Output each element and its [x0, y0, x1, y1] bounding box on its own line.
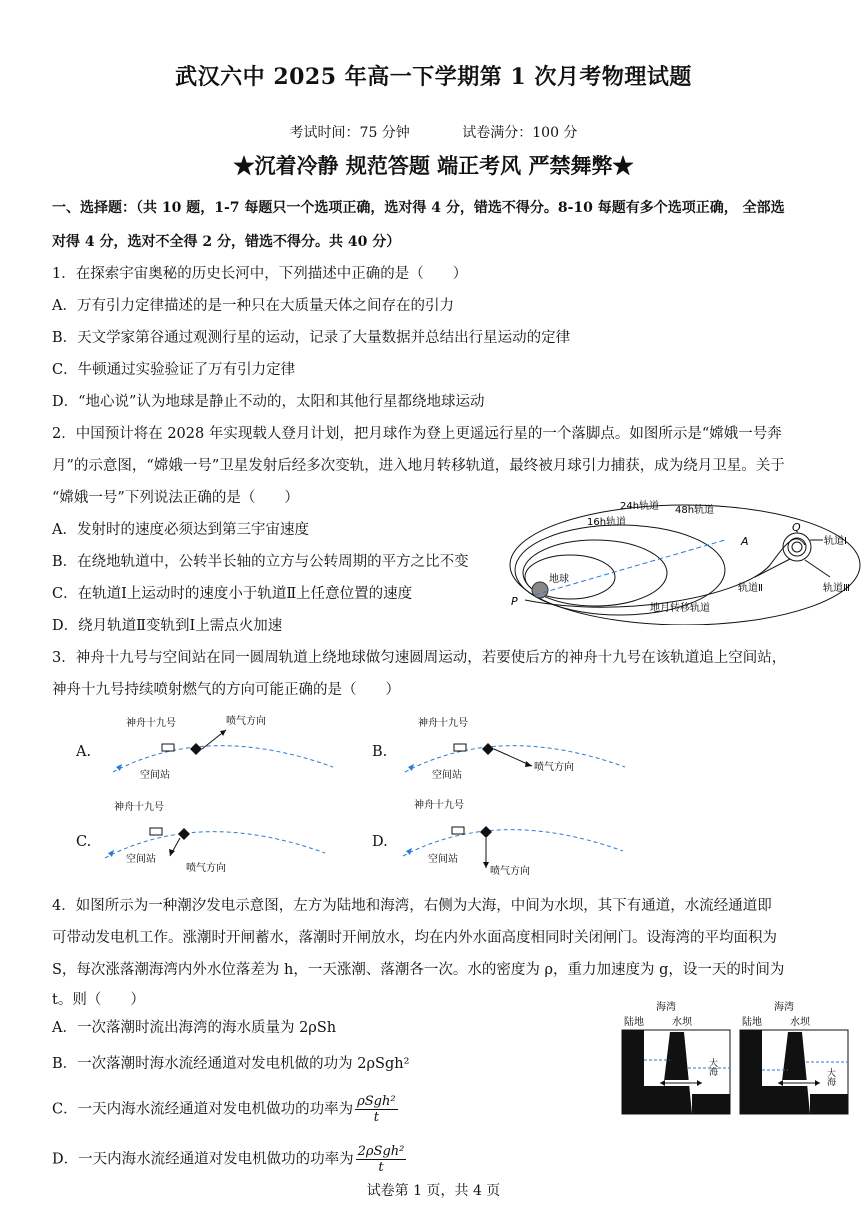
earth-icon	[532, 582, 548, 598]
station-label: 空间站	[432, 770, 462, 781]
q3-option-b-label: B.	[372, 744, 388, 760]
label-orbit-1: 轨道Ⅰ	[824, 536, 847, 547]
dam-label: 水坝	[790, 1017, 810, 1028]
exam-score: 试卷满分：100 分	[462, 125, 578, 141]
label-a: A	[741, 535, 749, 548]
exam-meta	[0, 122, 867, 142]
q4-tidal-figure	[620, 998, 850, 1118]
label-48h: 48h轨道	[675, 505, 715, 516]
jet-arrowhead-icon	[220, 730, 226, 736]
q4-stem-line1: 4．如图所示为一种潮汐发电示意图，左方为陆地和海湾，右侧为大海，中间为水坝，其下有通道，水流经通道即	[52, 898, 772, 914]
ship-label: 神舟十九号	[114, 802, 164, 813]
q4-stem-line3: S，每次涨落潮海湾内外水位落差为 h，一天涨潮、落潮各一次。水的密度为 ρ，重力加速度为 g，设一天的时间为	[52, 962, 785, 978]
q3-option-c-figure	[100, 798, 330, 878]
exam-slogan: ★沉着冷静 规范答题 端正考风 严禁舞弊★	[233, 153, 634, 178]
q1-option-d: D．“地心说”认为地球是静止不动的，太阳和其他行星都绕地球运动	[52, 394, 485, 410]
station-label: 空间站	[428, 854, 458, 865]
q2-option-b: B．在绕地轨道中，公转半长轴的立方与公转周期的平方之比不变	[52, 554, 469, 570]
q4-option-b: B．一次落潮时海水流经通道对发电机做的功为 2ρSgh²	[52, 1056, 410, 1072]
ship-label: 神舟十九号	[418, 718, 468, 729]
q4-option-d-numerator: 2ρSgh²	[357, 1144, 405, 1159]
jet-arrowhead-icon	[169, 849, 175, 856]
land-block	[740, 1030, 762, 1114]
orbit-3-leader	[805, 560, 830, 577]
station-icon	[162, 744, 174, 751]
q4-option-d	[52, 1144, 406, 1175]
section-heading-line2: 对得 4 分，选对不全得 2 分，错选不得分。共 40 分）	[52, 234, 401, 250]
jet-arrowhead-icon	[483, 862, 489, 868]
tidal-panel-2	[740, 1000, 848, 1114]
q3-option-c-label: C.	[76, 834, 92, 850]
jet-label: 喷气方向	[490, 866, 530, 877]
exam-title: 武汉六中 2025 年高一下学期第 1 次月考物理试题	[175, 64, 692, 90]
label-24h: 24h轨道	[620, 501, 660, 512]
land-label: 陆地	[742, 1017, 762, 1028]
station-icon	[150, 828, 162, 835]
q1-stem: 1．在探索宇宙奥秘的历史长河中，下列描述中正确的是（ ）	[52, 266, 468, 282]
q4-option-c-fraction	[355, 1094, 397, 1125]
q3-option-b-figure	[400, 712, 630, 787]
sea-label: 大海	[825, 1068, 835, 1086]
q3-option-a-figure	[108, 712, 338, 787]
label-p: P	[511, 595, 518, 608]
q2-stem-line2: 月”的示意图，“嫦娥一号”卫星发射后经多次变轨，进入地月转移轨道，最终被月球引力捕获，成为绕月卫星。关于	[52, 458, 785, 474]
q4-option-c-text: C．一天内海水流经通道对发电机做功的功率为	[52, 1101, 354, 1118]
q4-stem-line2: 可带动发电机工作。涨潮时开闸蓄水，落潮时开闸放水，均在内外水面高度相同时关闭闸门。设海湾的平均面积为	[52, 930, 777, 946]
axis-dashed-line	[535, 540, 725, 595]
q4-option-c-denominator: t	[373, 1110, 379, 1125]
jet-arrowhead-icon	[525, 761, 532, 767]
label-orbit-2: 轨道Ⅱ	[738, 583, 763, 594]
bay-label: 海湾	[656, 1002, 676, 1013]
q3-stem-line1: 3．神舟十九号与空间站在同一圆周轨道上绕地球做匀速圆周运动，若要使后方的神舟十九号在该轨道追上空间站，	[52, 650, 787, 666]
q3-stem-line2: 神舟十九号持续喷射燃气的方向可能正确的是（ ）	[52, 682, 400, 698]
station-icon	[454, 744, 466, 751]
section-heading-line1: 一、选择题：（共 10 题，1-7 每题只一个选项正确，选对得 4 分，错选不得分。8-10 每题有多个选项正确， 全部选	[52, 200, 785, 216]
ship-icon	[190, 743, 202, 755]
orbit-arc	[113, 746, 333, 772]
q4-stem-line4: t。则（ ）	[52, 992, 145, 1008]
label-orbit-3: 轨道Ⅲ	[823, 583, 850, 594]
q4-option-d-denominator: t	[378, 1160, 384, 1175]
q3-option-d-figure	[398, 796, 628, 878]
moon-icon	[792, 542, 802, 552]
station-label: 空间站	[126, 854, 156, 865]
q2-option-d: D．绕月轨道Ⅱ变轨到Ⅰ上需点火加速	[52, 618, 283, 634]
station-label: 空间站	[140, 770, 170, 781]
page-footer: 试卷第 1 页，共 4 页	[366, 1183, 501, 1199]
q2-orbit-figure	[505, 495, 865, 625]
land-block	[622, 1030, 644, 1114]
label-earth: 地球	[549, 574, 569, 585]
label-transfer: 地月转移轨道	[650, 603, 710, 614]
jet-label: 喷气方向	[186, 863, 226, 874]
sea-label: 大海	[707, 1058, 717, 1076]
sea-floor	[810, 1094, 848, 1114]
q3-option-a-label: A.	[76, 744, 92, 760]
label-q: Q	[792, 521, 801, 534]
jet-label: 喷气方向	[534, 762, 574, 773]
q3-option-d-label: D.	[372, 834, 388, 850]
bay-label: 海湾	[774, 1002, 794, 1013]
ship-label: 神舟十九号	[414, 800, 464, 811]
orbit-arc	[403, 830, 623, 856]
ship-label: 神舟十九号	[126, 718, 176, 729]
q2-option-c: C．在轨道Ⅰ上运动时的速度小于轨道Ⅱ上任意位置的速度	[52, 586, 413, 602]
q1-option-a: A．万有引力定律描述的是一种只在大质量天体之间存在的引力	[52, 298, 454, 314]
q4-option-c	[52, 1094, 398, 1125]
station-icon	[452, 827, 464, 834]
q1-option-b: B．天文学家第谷通过观测行星的运动，记录了大量数据并总结出行星运动的定律	[52, 330, 571, 346]
q2-stem-line1: 2．中国预计将在 2028 年实现载人登月计划，把月球作为登上更遥远行星的一个落脚点。如图所示是“嫦娥一号奔	[52, 426, 782, 442]
label-16h: 16h轨道	[587, 517, 627, 528]
q2-option-a: A．发射时的速度必须达到第三宇宙速度	[52, 522, 309, 538]
dam-label: 水坝	[672, 1017, 692, 1028]
q4-option-d-fraction	[356, 1144, 407, 1175]
sea-floor	[692, 1094, 730, 1114]
jet-label: 喷气方向	[226, 716, 266, 727]
q2-stem-line3: “嫦娥一号”下列说法正确的是（ ）	[52, 490, 299, 506]
land-label: 陆地	[624, 1017, 644, 1028]
ship-icon	[482, 743, 494, 755]
exam-time: 考试时间：75 分钟	[289, 125, 410, 141]
q4-option-c-numerator: ρSgh²	[357, 1094, 396, 1109]
q1-option-c: C．牛顿通过实验验证了万有引力定律	[52, 362, 296, 378]
q4-option-a: A．一次落潮时流出海湾的海水质量为 2ρSh	[52, 1020, 337, 1036]
q4-option-d-text: D．一天内海水流经通道对发电机做功的功率为	[52, 1151, 354, 1168]
ship-icon	[480, 826, 492, 838]
tidal-panel-1	[622, 1000, 730, 1114]
